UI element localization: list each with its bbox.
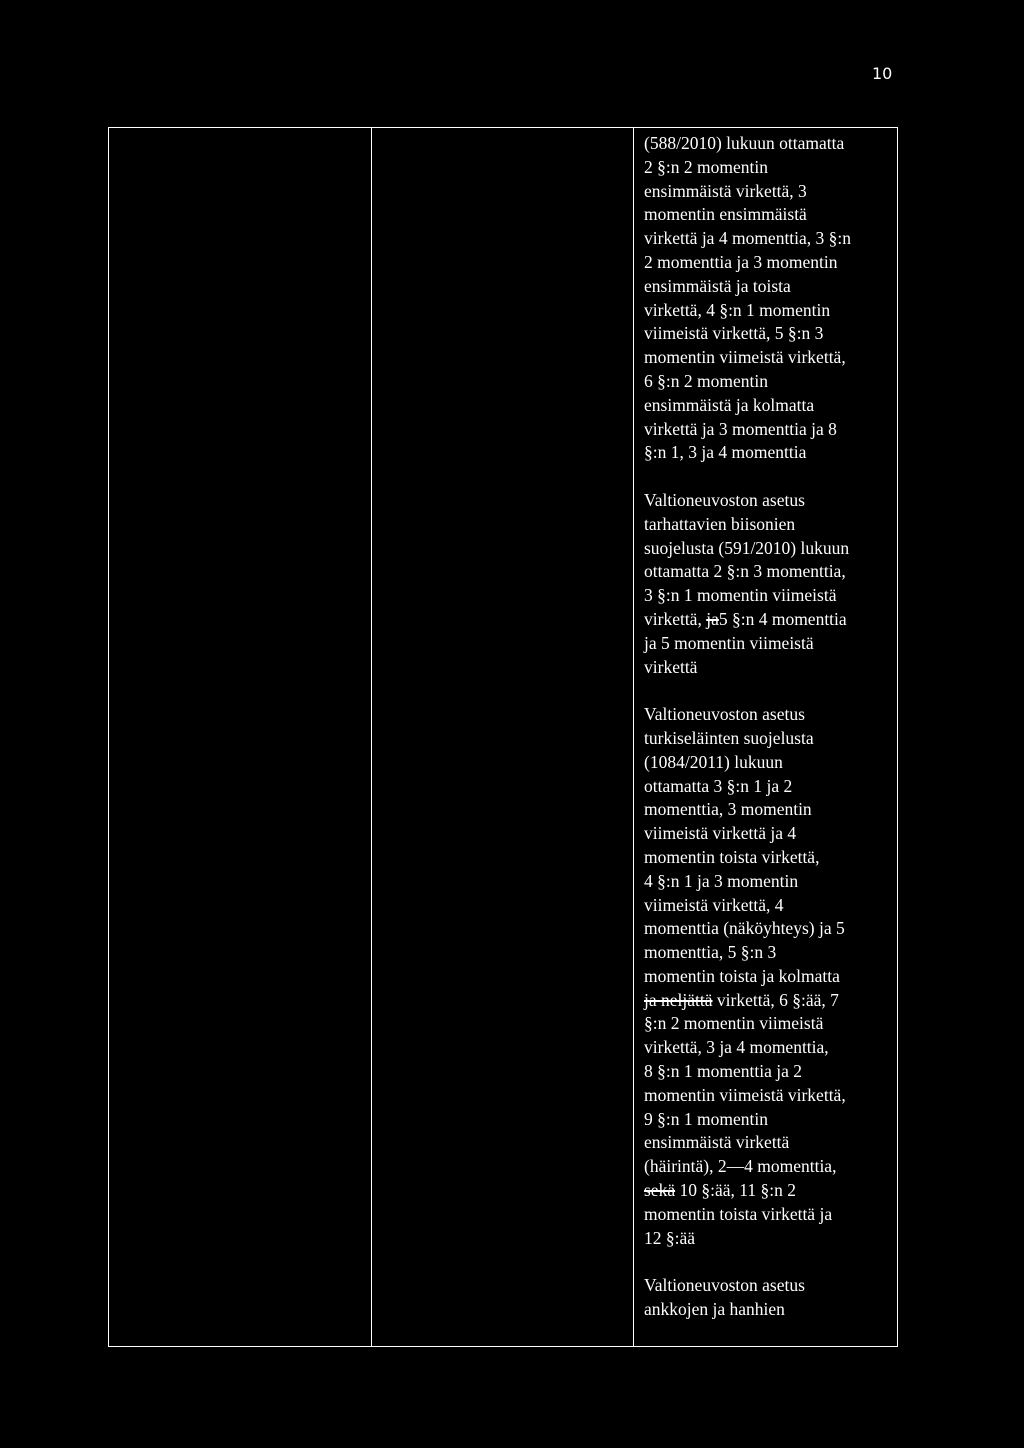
text-line: (1084/2011) lukuun bbox=[644, 751, 783, 772]
text-segment: virkettä, 6 §:ää, 7 bbox=[712, 989, 839, 1010]
text-line: momentin ensimmäistä bbox=[644, 204, 807, 225]
text-line: viimeistä virkettä, 4 bbox=[644, 894, 784, 915]
text-line: (588/2010) lukuun ottamatta bbox=[644, 133, 845, 153]
struck-text: ja neljättä bbox=[644, 989, 713, 1010]
text-line: turkiseläinten suojelusta bbox=[644, 727, 814, 748]
text-line: ankkojen ja hanhien bbox=[644, 1299, 785, 1320]
text-line: §:n 2 momentin viimeistä bbox=[644, 1013, 824, 1034]
page-number: 10 bbox=[872, 64, 893, 83]
text-line bbox=[644, 989, 891, 1013]
text-line: ottamatta 2 §:n 3 momenttia, bbox=[644, 561, 846, 582]
text-line: momenttia, 3 momentin bbox=[644, 799, 812, 820]
text-line: momentin viimeistä virkettä, bbox=[644, 1084, 846, 1105]
text-segment: 10 §:ää, 11 §:n 2 bbox=[675, 1180, 796, 1201]
text-line: 6 §:n 2 momentin bbox=[644, 370, 768, 391]
text-line bbox=[644, 608, 891, 632]
text-line: (häirintä), 2—4 momenttia, bbox=[644, 1156, 837, 1177]
table-row bbox=[109, 128, 898, 1347]
text-line: virkettä, 4 §:n 1 momentin bbox=[644, 299, 831, 320]
text-line: 12 §:ää bbox=[644, 1227, 696, 1248]
text-line: tarhattavien biisonien bbox=[644, 513, 796, 534]
text-line: ja 5 momentin viimeistä bbox=[644, 632, 814, 653]
text-line: ensimmäistä virkettä bbox=[644, 1132, 790, 1153]
text-line: momenttia (näköyhteys) ja 5 bbox=[644, 918, 845, 939]
text-line: momentin toista virkettä, bbox=[644, 846, 820, 867]
struck-text: sekä bbox=[644, 1180, 676, 1201]
text-line: virkettä ja 4 momenttia, 3 §:n bbox=[644, 228, 852, 249]
text-line: §:n 1, 3 ja 4 momenttia bbox=[644, 442, 807, 463]
regulation-paragraph bbox=[644, 132, 891, 465]
table-cell-column-2 bbox=[372, 128, 634, 1347]
text-line: ensimmäistä virkettä, 3 bbox=[644, 180, 807, 201]
regulation-paragraph bbox=[644, 1274, 891, 1322]
text-line bbox=[644, 1179, 891, 1203]
text-line: 3 §:n 1 momentin viimeistä bbox=[644, 585, 837, 606]
regulation-text bbox=[634, 128, 897, 1322]
text-line: momentin viimeistä virkettä, bbox=[644, 347, 846, 368]
text-line: Valtioneuvoston asetus bbox=[644, 1275, 805, 1296]
text-line: momentin toista ja kolmatta bbox=[644, 965, 840, 986]
table-cell-column-3 bbox=[634, 128, 898, 1347]
regulation-paragraph bbox=[644, 489, 891, 679]
regulation-table bbox=[108, 127, 898, 1347]
text-line: momenttia, 5 §:n 3 bbox=[644, 942, 777, 963]
text-line: Valtioneuvoston asetus bbox=[644, 489, 805, 510]
text-line: ensimmäistä ja kolmatta bbox=[644, 394, 815, 415]
text-segment: virkettä, bbox=[644, 608, 707, 629]
text-line: 8 §:n 1 momenttia ja 2 bbox=[644, 1061, 802, 1082]
text-line: 4 §:n 1 ja 3 momentin bbox=[644, 870, 799, 891]
text-line: viimeistä virkettä, 5 §:n 3 bbox=[644, 323, 824, 344]
text-segment: 5 §:n 4 momenttia bbox=[718, 608, 847, 629]
text-line: virkettä, 3 ja 4 momenttia, bbox=[644, 1037, 829, 1058]
text-line: Valtioneuvoston asetus bbox=[644, 704, 805, 725]
text-line: 2 §:n 2 momentin bbox=[644, 156, 768, 177]
text-line: viimeistä virkettä ja 4 bbox=[644, 823, 797, 844]
text-line: suojelusta (591/2010) lukuun bbox=[644, 537, 850, 558]
text-line: ottamatta 3 §:n 1 ja 2 bbox=[644, 775, 793, 796]
text-line: virkettä bbox=[644, 656, 698, 677]
text-line: momentin toista virkettä ja bbox=[644, 1203, 833, 1224]
text-line: 9 §:n 1 momentin bbox=[644, 1108, 768, 1129]
table-cell-column-1 bbox=[109, 128, 372, 1347]
struck-text: ja bbox=[706, 608, 719, 629]
text-line: 2 momenttia ja 3 momentin bbox=[644, 251, 838, 272]
text-line: virkettä ja 3 momenttia ja 8 bbox=[644, 418, 837, 439]
text-line: ensimmäistä ja toista bbox=[644, 275, 791, 296]
regulation-paragraph bbox=[644, 703, 891, 1250]
